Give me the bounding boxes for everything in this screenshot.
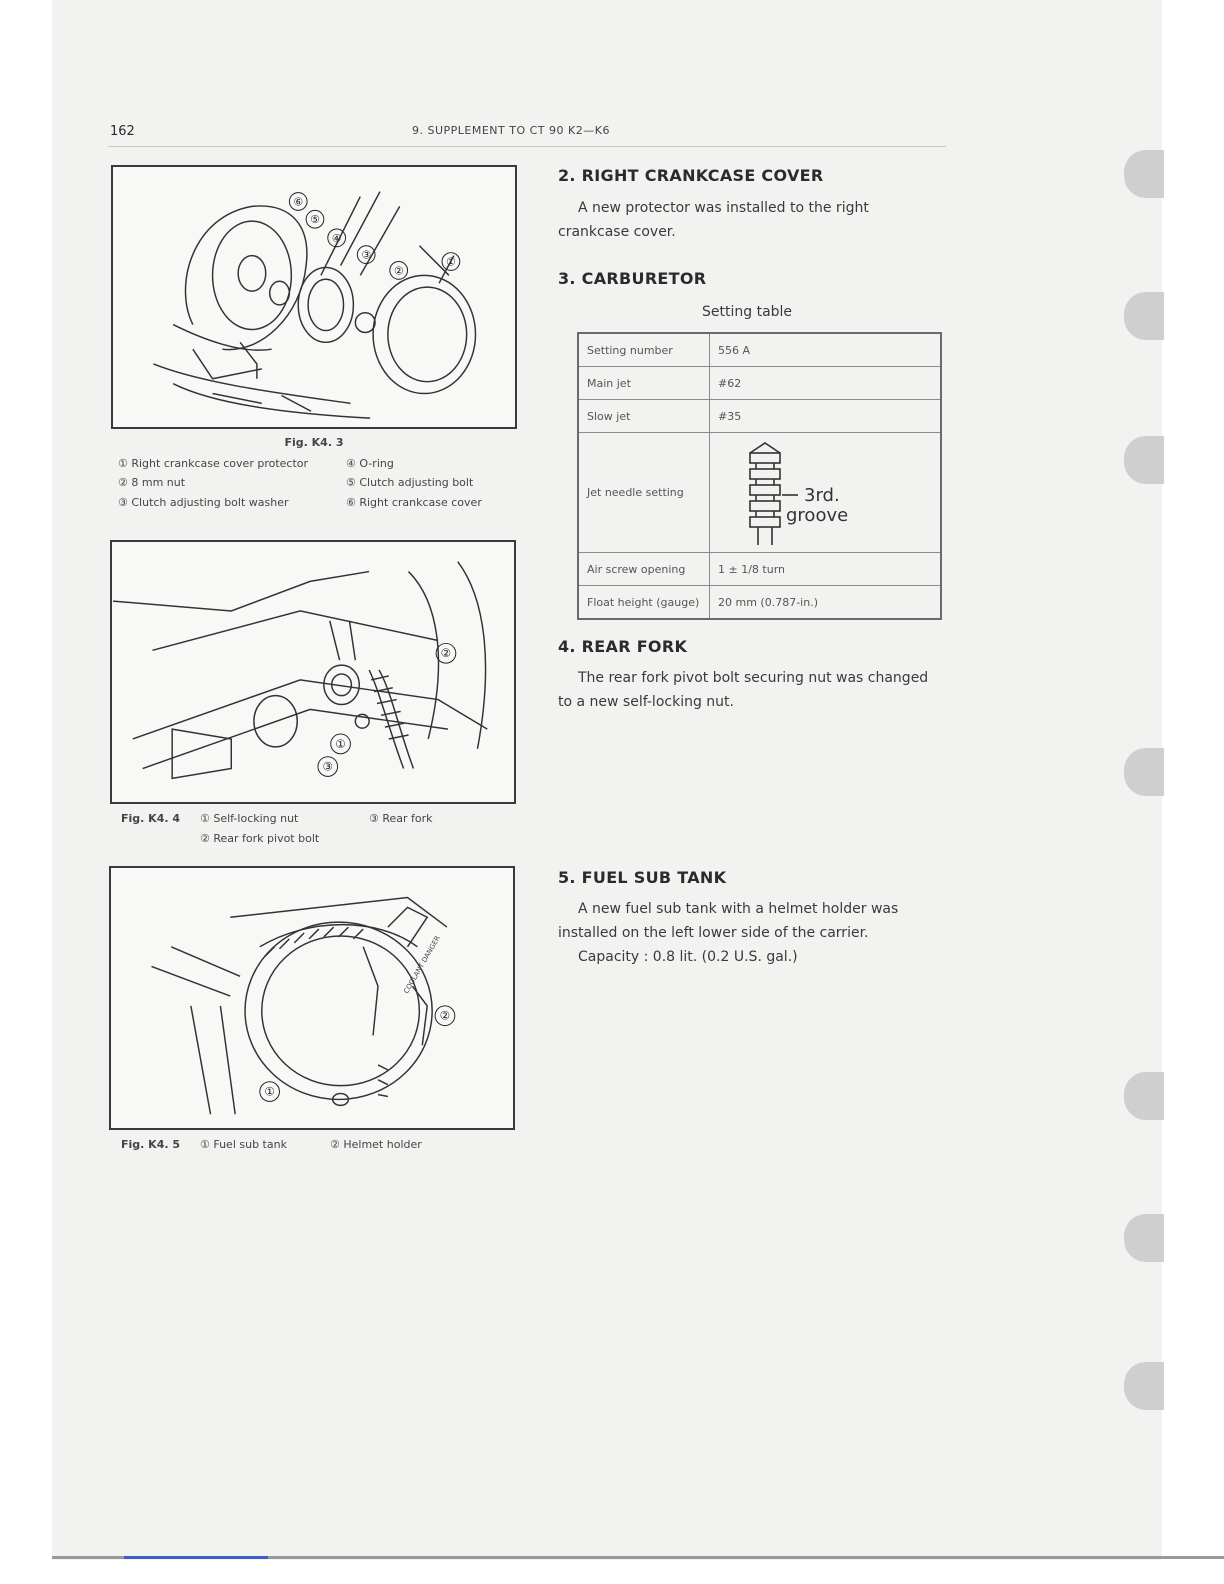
callout-6: ⑥	[293, 195, 304, 209]
table-cell-label: Air screw opening	[578, 553, 710, 586]
table-row	[578, 553, 941, 586]
table-row	[578, 367, 941, 400]
body-line: Capacity : 0.8 lit. (0.2 U.S. gal.)	[578, 949, 798, 965]
legend-item: ② 8 mm nut	[118, 476, 186, 489]
legend-item: ⑤ Clutch adjusting bolt	[346, 476, 474, 489]
section-heading: 4. REAR FORK	[558, 637, 688, 656]
crankcase-cover-illustration	[113, 167, 515, 427]
table-cell-value: #62	[710, 367, 942, 400]
legend-item: ③ Rear fork	[369, 812, 433, 825]
callout-1: ①	[264, 1084, 275, 1099]
section-body	[558, 897, 948, 969]
page-number: 162	[110, 124, 135, 139]
body-line: The rear fork pivot bolt securing nut was changed	[578, 670, 929, 686]
legend-item: ① Self-locking nut	[200, 812, 299, 825]
table-title: Setting table	[702, 304, 793, 320]
running-head: 9. SUPPLEMENT TO CT 90 K2—K6	[412, 124, 610, 137]
legend-item: ① Fuel sub tank	[200, 1138, 287, 1151]
callout-3: ③	[322, 759, 334, 774]
bottom-progress-bar	[124, 1556, 268, 1559]
callout-3: ③	[361, 248, 372, 262]
tank-warning-label: COOLANT DANGER	[402, 934, 442, 996]
table-cell-label: Float height (gauge)	[578, 586, 710, 620]
legend-item: ④ O-ring	[346, 457, 394, 470]
setting-table	[577, 332, 942, 620]
legend-item: ② Helmet holder	[330, 1138, 422, 1151]
header-rule	[108, 146, 946, 147]
legend-item: ① Right crankcase cover protector	[118, 457, 309, 470]
table-cell-label: Setting number	[578, 333, 710, 367]
binder-tab	[1124, 1214, 1164, 1262]
binder-tab	[1124, 292, 1164, 340]
body-line: A new protector was installed to the right	[578, 200, 869, 216]
table-cell-value: 1 ± 1/8 turn	[710, 553, 942, 586]
table-cell-label: Slow jet	[578, 400, 710, 433]
table-cell-value: #35	[710, 400, 942, 433]
figure-k4-5	[109, 866, 515, 1130]
jet-needle-diagram	[710, 433, 940, 549]
body-line: installed on the left lower side of the carrier.	[558, 925, 869, 941]
table-row	[578, 586, 941, 620]
table-row	[578, 333, 941, 367]
jet-needle-diagram-cell	[710, 433, 942, 553]
figure-k4-3	[111, 165, 517, 429]
legend-item: ② Rear fork pivot bolt	[200, 832, 320, 845]
body-line: to a new self-locking nut.	[558, 694, 734, 710]
table-row	[578, 400, 941, 433]
body-line: crankcase cover.	[558, 224, 676, 240]
callout-2: ②	[393, 264, 404, 278]
callout-1: ①	[446, 255, 456, 269]
section-heading: 2. RIGHT CRANKCASE COVER	[558, 166, 824, 185]
binder-tab	[1124, 436, 1164, 484]
callout-4: ④	[331, 231, 342, 245]
fuel-sub-tank-illustration	[111, 868, 513, 1128]
table-cell-label: Jet needle setting	[578, 433, 710, 553]
needle-label-groove-number: 3rd.	[804, 485, 840, 506]
section-heading: 3. CARBURETOR	[558, 269, 707, 288]
callout-2: ②	[439, 1008, 451, 1023]
needle-label-groove: groove	[786, 505, 849, 526]
table-cell-value: 556 A	[710, 333, 942, 367]
callout-2: ②	[440, 646, 452, 661]
body-line: A new fuel sub tank with a helmet holder was	[578, 901, 899, 917]
callout-1: ①	[335, 736, 346, 751]
legend-item: ⑥ Right crankcase cover	[346, 496, 482, 509]
legend-item: ③ Clutch adjusting bolt washer	[118, 496, 289, 509]
table-row	[578, 433, 941, 553]
binder-tab	[1124, 748, 1164, 796]
table-cell-value: 20 mm (0.787-in.)	[710, 586, 942, 620]
section-body	[558, 196, 944, 244]
figure-k4-4-title: Fig. K4. 4	[121, 812, 181, 825]
table-cell-label: Main jet	[578, 367, 710, 400]
rear-fork-illustration	[112, 542, 514, 802]
binder-tab	[1124, 1362, 1164, 1410]
binder-tab	[1124, 150, 1164, 198]
binder-tab	[1124, 1072, 1164, 1120]
callout-5: ⑤	[310, 213, 320, 227]
figure-k4-5-title: Fig. K4. 5	[121, 1138, 181, 1151]
section-heading: 5. FUEL SUB TANK	[558, 868, 727, 887]
section-body	[558, 666, 948, 714]
figure-k4-4	[110, 540, 516, 804]
figure-k4-3-title: Fig. K4. 3	[284, 436, 344, 449]
